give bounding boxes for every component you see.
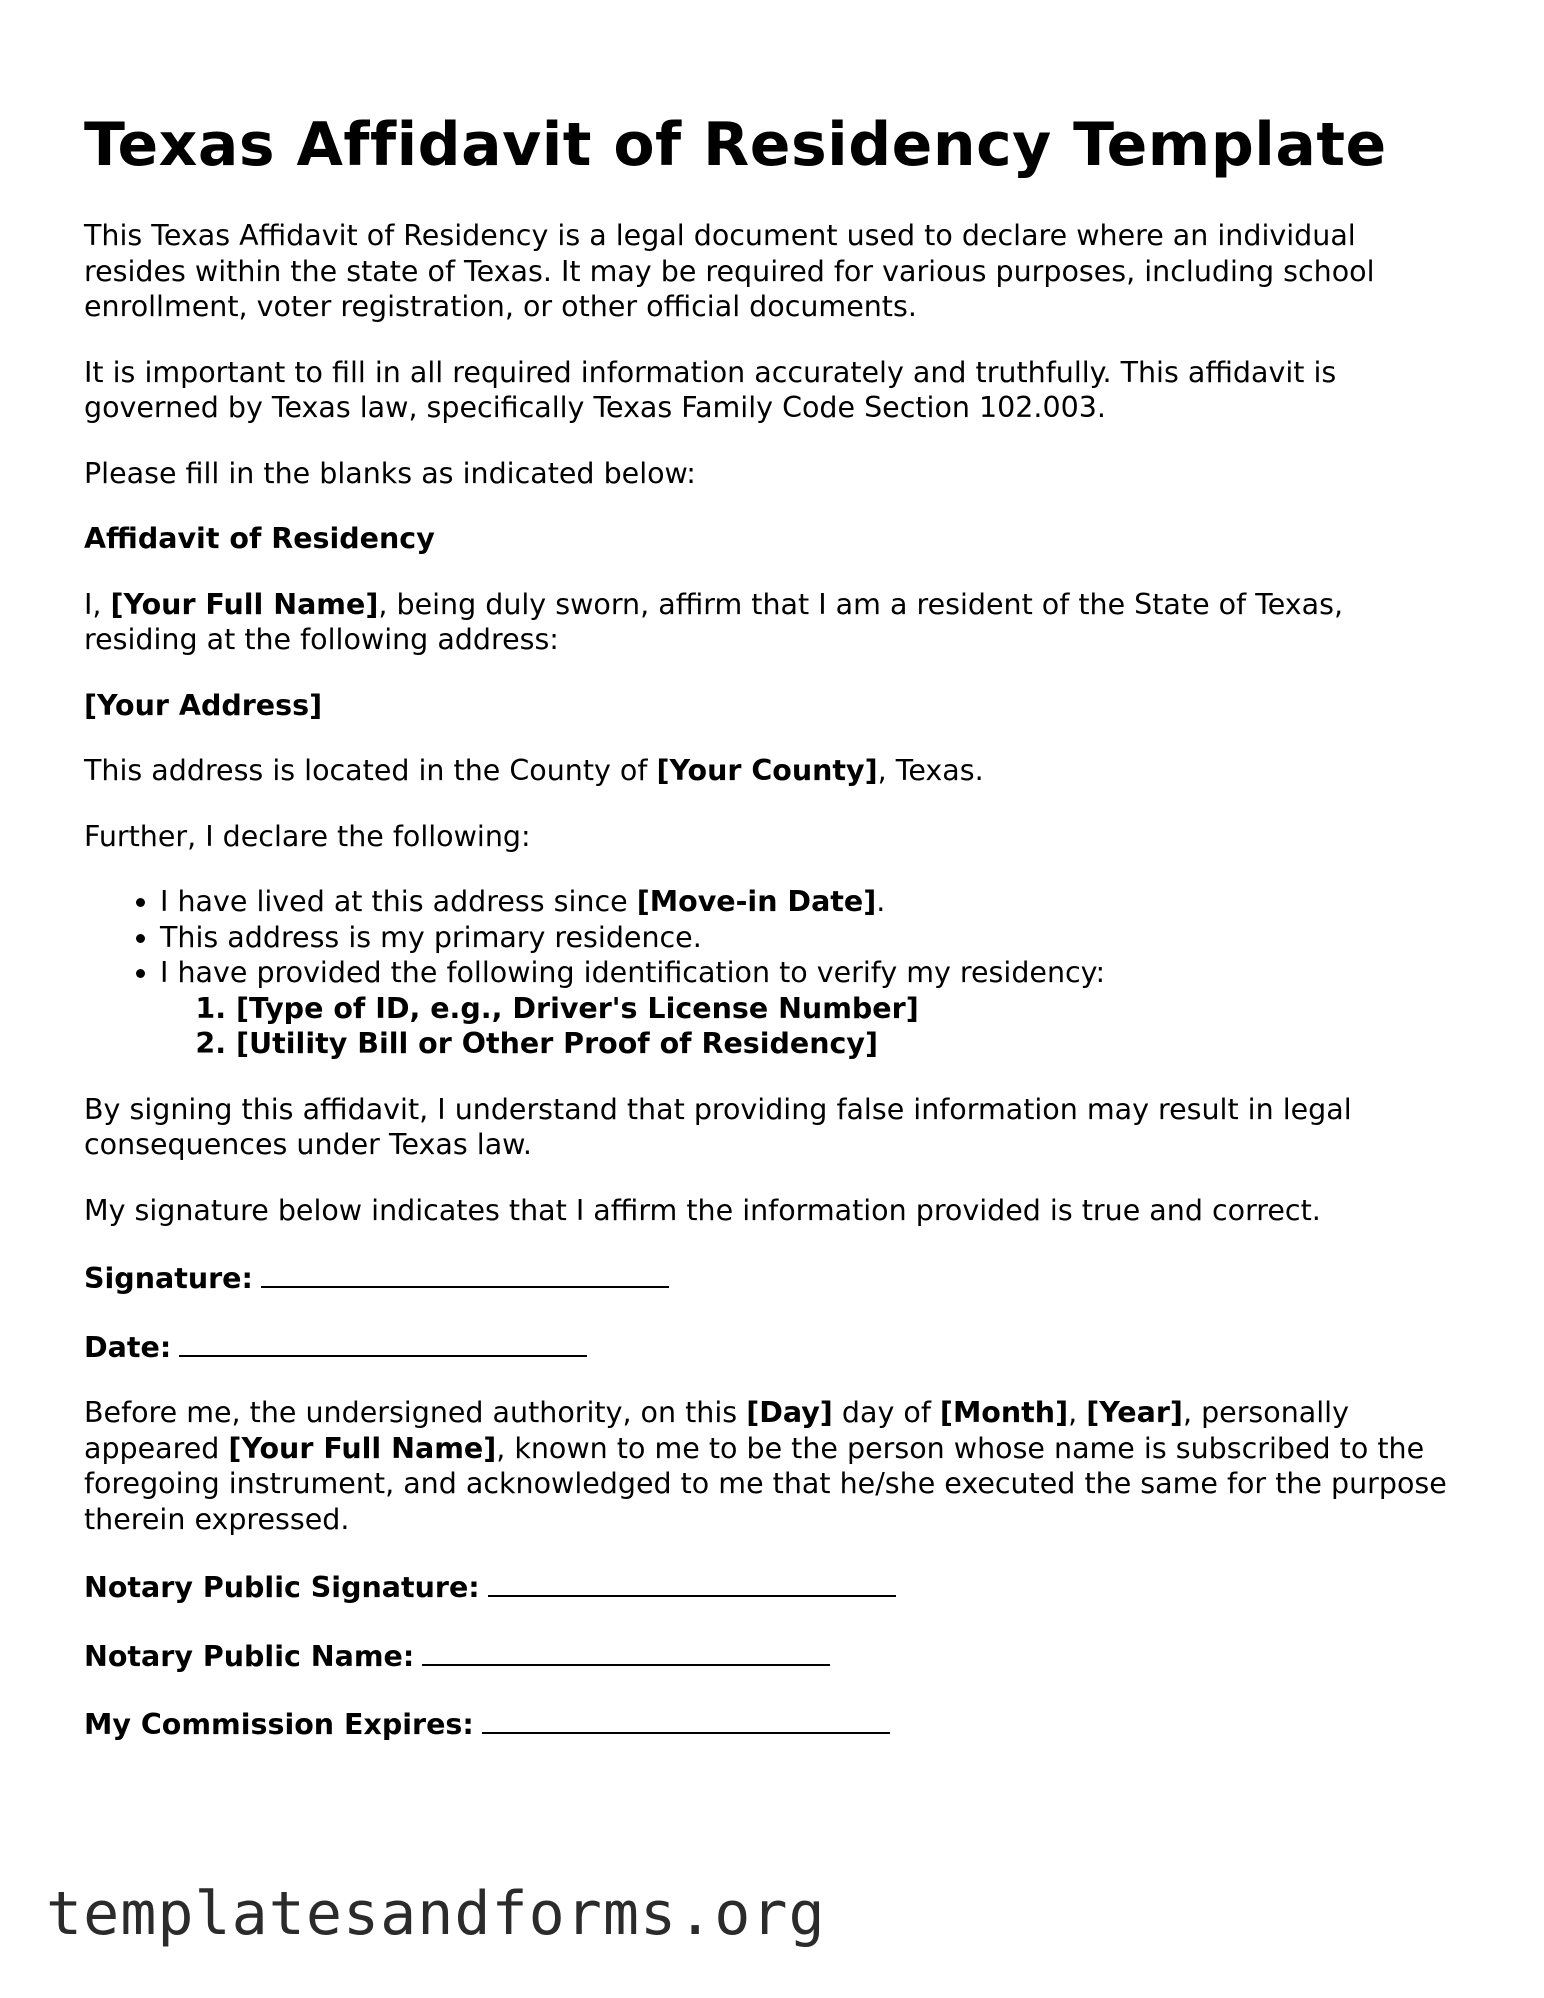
address-field: [Your Address] <box>84 688 323 722</box>
notary-paragraph: Before me, the undersigned authority, on this [Day] day of [Month], [Year], personally appeared [Your Full Name], known to me to be the person whose name is subscribed to the foregoing instrument, and acknowledged to me that he/she executed the same for the purpose therein expressed. <box>84 1396 1447 1536</box>
declaration-list <box>84 884 1464 1062</box>
notary-signature-blank[interactable] <box>488 1567 896 1597</box>
affidavit-heading: Affidavit of Residency <box>84 522 435 555</box>
id-item: 1. [Type of ID, e.g., Driver's License Number] <box>236 991 1464 1027</box>
name-statement: I, [Your Full Name], being duly sworn, affirm that I am a resident of the State of Texas, residing at the following address: <box>84 587 1344 656</box>
list-item: • I have provided the following identification to verify my residency: 1. [Type of ID, e.g., Driver's License Number] 2. [Utility Bill or Other Proof of Residency] <box>160 955 1464 1062</box>
full-name-field: [Your Full Name] <box>110 587 379 621</box>
notary-name-line: Notary Public Name: <box>84 1636 1464 1675</box>
document-page <box>84 100 1464 1773</box>
intro-paragraph-3: Please fill in the blanks as indicated below: <box>84 456 696 490</box>
day-field: [Day] <box>746 1396 833 1429</box>
declare-statement: Further, I declare the following: <box>84 819 531 853</box>
signature-line: Signature: <box>84 1258 1464 1297</box>
county-field: [Your County] <box>656 754 878 787</box>
notary-full-name-field: [Your Full Name] <box>228 1431 497 1465</box>
date-blank[interactable] <box>179 1327 587 1357</box>
signature-blank[interactable] <box>261 1258 669 1288</box>
consequences-paragraph: By signing this affidavit, I understand that providing false information may result in legal consequences under Texas law. <box>84 1092 1352 1161</box>
watermark-text: templatesandforms.org <box>46 1879 826 1949</box>
county-statement: This address is located in the County of [Your County], Texas. <box>84 754 984 787</box>
move-in-date-field: [Move-in Date] <box>636 885 877 918</box>
id-list <box>160 991 1464 1062</box>
id-item: 2. [Utility Bill or Other Proof of Residency] <box>236 1026 1464 1062</box>
notary-name-blank[interactable] <box>422 1636 830 1666</box>
notary-signature-line: Notary Public Signature: <box>84 1567 1464 1606</box>
intro-paragraph-1: This Texas Affidavit of Residency is a legal document used to declare where an individual resides within the state of Texas. It may be required for various purposes, including school enrollment, voter registration, or other official documents. <box>84 219 1375 323</box>
page-title: Texas Affidavit of Residency Template <box>84 110 1387 180</box>
month-field: [Month] <box>939 1396 1069 1429</box>
intro-paragraph-2: It is important to fill in all required information accurately and truthfully. This affidavit is governed by Texas law, specifically Texas Family Code Section 102.003. <box>84 355 1337 424</box>
list-item: • I have lived at this address since [Move-in Date]. <box>160 884 1464 920</box>
year-field: [Year] <box>1086 1396 1183 1429</box>
commission-expires-line: My Commission Expires: <box>84 1704 1464 1743</box>
date-line: Date: <box>84 1327 1464 1366</box>
commission-expires-blank[interactable] <box>482 1704 890 1734</box>
list-item: • This address is my primary residence. <box>160 920 1464 956</box>
affirm-paragraph: My signature below indicates that I affirm the information provided is true and correct. <box>84 1193 1321 1227</box>
